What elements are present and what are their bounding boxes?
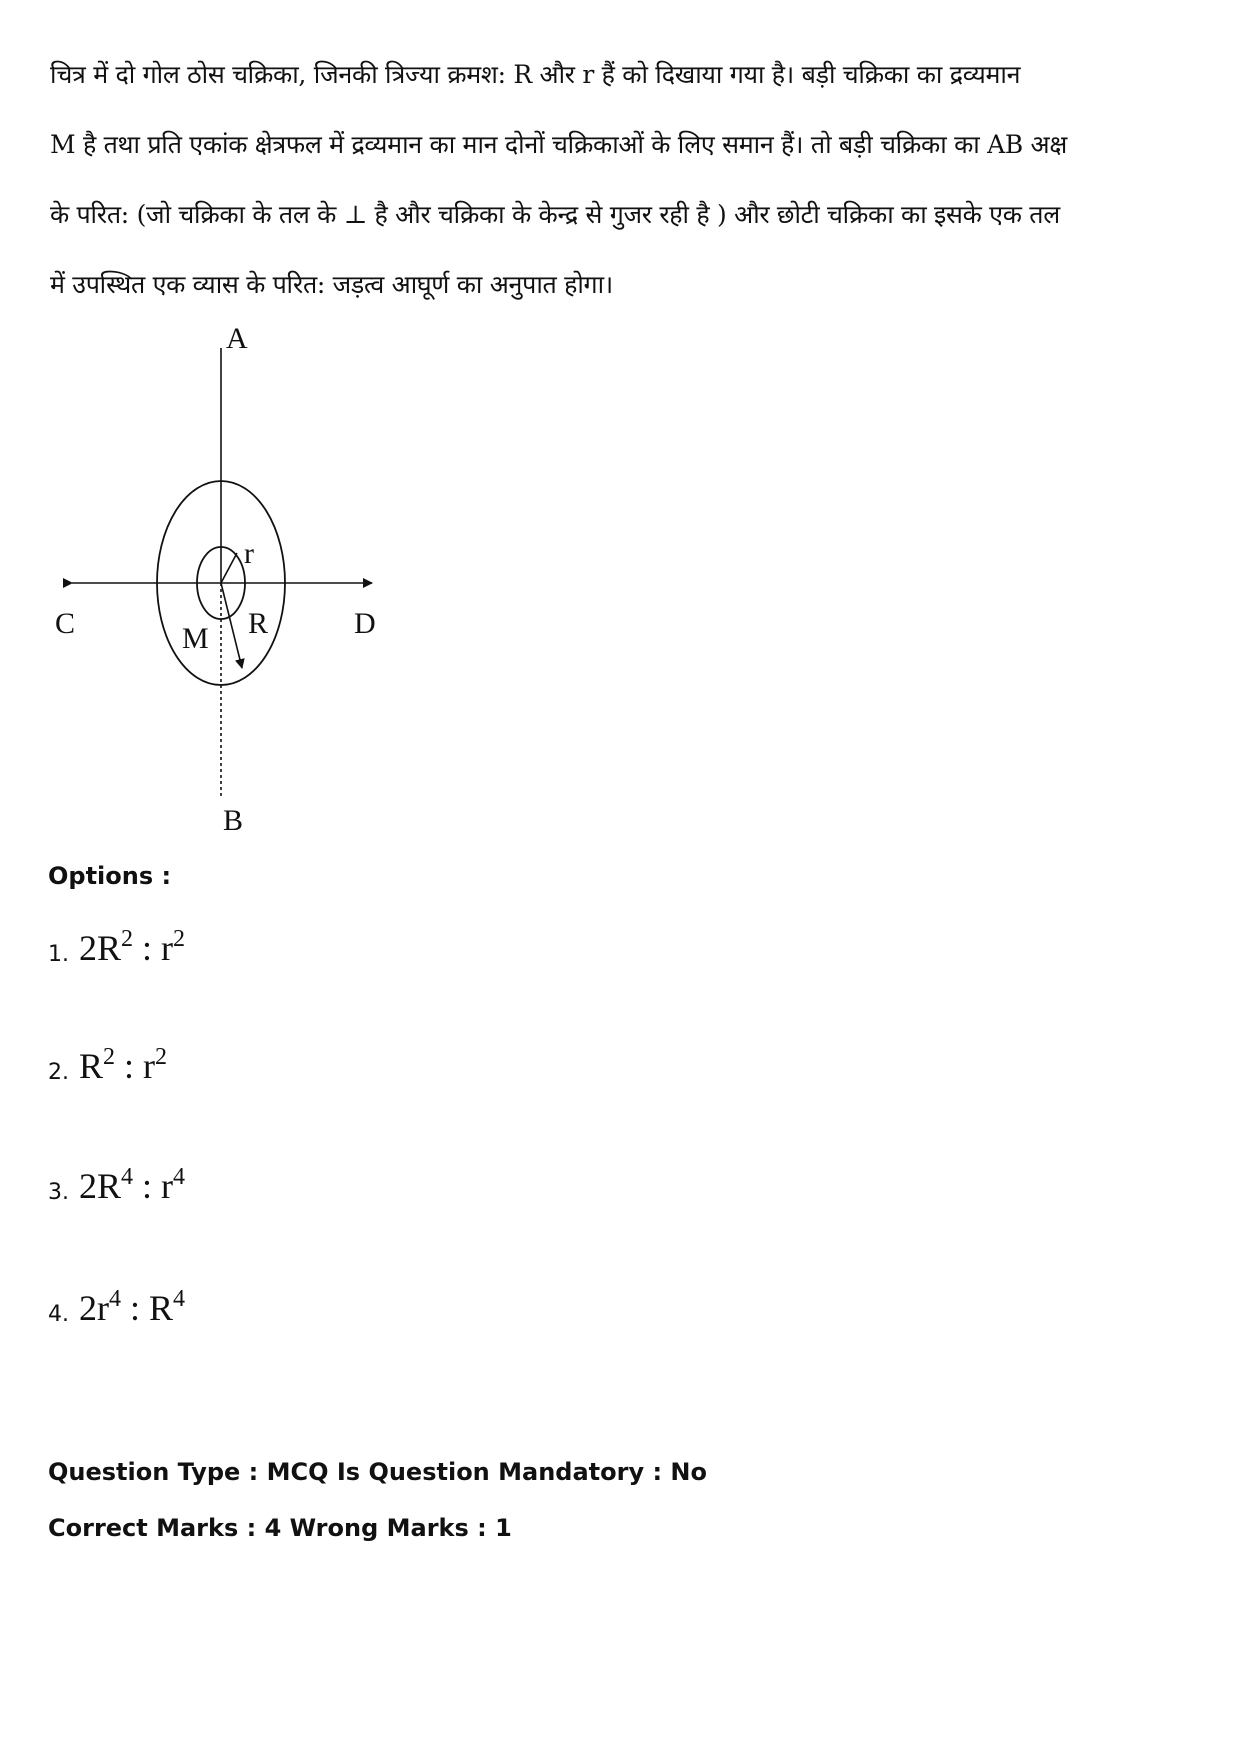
label-c: C — [55, 607, 76, 640]
question-line: M है तथा प्रति एकांक क्षेत्रफल में द्रव्यमान का मान दोनों चक्रिकाओं के लिए समान हैं। तो बड़ी चक्रिका का AB अक्ष — [50, 130, 1067, 159]
question-text — [50, 40, 1067, 320]
option-expression: $2r^4$ : $R^4$ — [79, 1286, 186, 1328]
label-small-radius: r — [244, 537, 254, 570]
label-large-radius: R — [248, 607, 269, 640]
option-2[interactable] — [48, 1028, 167, 1088]
option-number: 2. — [48, 1060, 69, 1085]
disc-figure — [50, 328, 390, 848]
label-b: B — [223, 804, 244, 837]
question-line: में उपस्थित एक व्यास के परित: जड़त्व आघूर्ण का अनुपात होगा। — [50, 270, 613, 299]
label-d: D — [354, 607, 376, 640]
option-3[interactable] — [48, 1148, 185, 1208]
marks-line: Correct Marks : 4 Wrong Marks : 1 — [48, 1514, 512, 1542]
question-line: चित्र में दो गोल ठोस चक्रिका, जिनकी त्रिज्या क्रमश: R और r हैं को दिखाया गया है। बड़ी चक्रिका का द्रव्यमान — [50, 60, 1021, 89]
question-type-line: Question Type : MCQ Is Question Mandatory : No — [48, 1458, 707, 1486]
small-radius-line — [221, 553, 237, 583]
option-expression: $2R^4$ : $r^4$ — [79, 1164, 186, 1206]
label-mass: M — [182, 622, 209, 655]
options-heading: Options : — [48, 862, 172, 890]
option-1[interactable] — [48, 910, 185, 970]
option-number: 3. — [48, 1180, 69, 1205]
option-number: 1. — [48, 942, 69, 967]
large-radius-arrow — [221, 583, 242, 668]
option-expression: $2R^2$ : $r^2$ — [79, 926, 186, 968]
question-line: के परित: (जो चक्रिका के तल के ⊥ है और चक्रिका के केन्द्र से गुजर रही है ) और छोटी चक्रिका का इसके एक तल — [50, 200, 1060, 229]
disc-diagram — [50, 328, 390, 848]
option-number: 4. — [48, 1302, 69, 1327]
option-4[interactable] — [48, 1270, 185, 1330]
option-expression: $R^2$ : $r^2$ — [79, 1044, 168, 1086]
label-a: A — [226, 328, 248, 355]
